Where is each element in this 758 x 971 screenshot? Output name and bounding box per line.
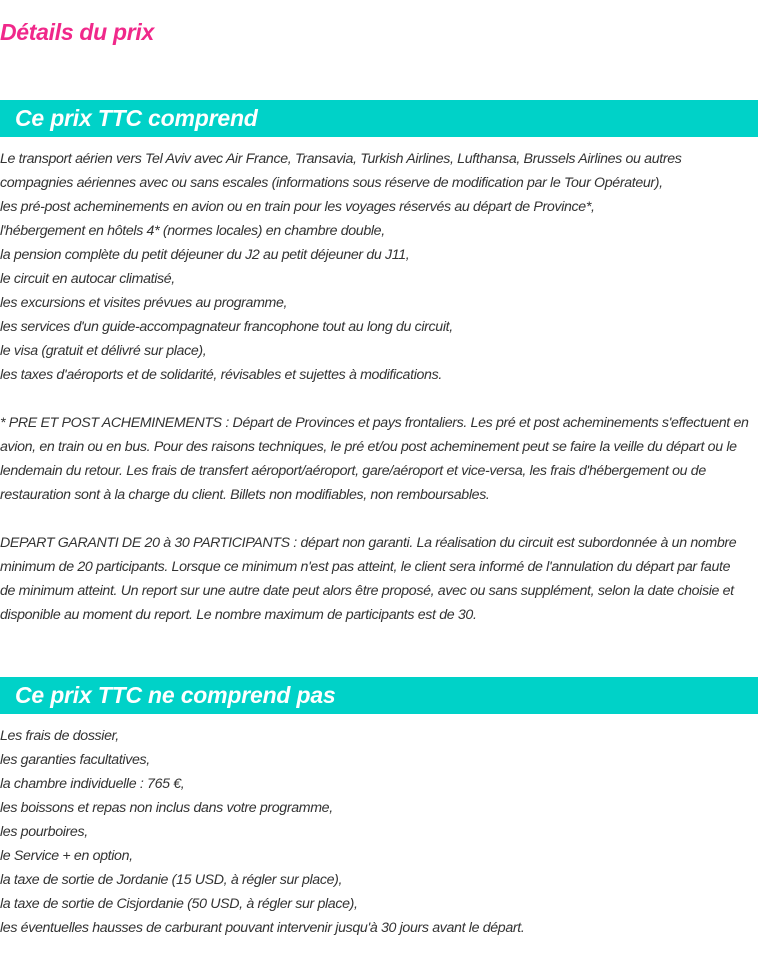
section-heading-excluded: Ce prix TTC ne comprend pas: [15, 682, 336, 708]
list-item: la chambre individuelle : 765 €,: [0, 776, 185, 792]
list-item: l'hébergement en hôtels 4* (normes locales) en chambre double,: [0, 223, 385, 239]
excluded-list: [0, 724, 758, 940]
section-heading-included: Ce prix TTC comprend: [15, 105, 258, 131]
section-header-excluded: [0, 677, 758, 714]
note-depart-garanti: [0, 531, 740, 627]
note-pre-post-acheminements: [0, 411, 756, 507]
list-item: Le transport aérien vers Tel Aviv avec Air France, Transavia, Turkish Airlines, Lufthansa, Brussels Airlines ou autres: [0, 151, 682, 167]
list-item: les boissons et repas non inclus dans votre programme,: [0, 800, 333, 816]
list-item: Les frais de dossier,: [0, 728, 119, 744]
list-item: les garanties facultatives,: [0, 752, 150, 768]
section-header-included: [0, 100, 758, 137]
note-depart-text: DEPART GARANTI DE 20 à 30 PARTICIPANTS : départ non garanti. La réalisation du circuit est subordonnée à un nombre minimum de 20 participants. Lorsque ce minimum n'est pas atteint, le client sera informé de l'annulation du départ par faute de minimum atteint. Un report sur une autre date peut alors être proposé, avec ou sans supplément, selon la date choisie et disponible au moment du report. Le nombre maximum de participants est de 30.: [0, 535, 737, 623]
list-item: les excursions et visites prévues au programme,: [0, 295, 288, 311]
page-title: Détails du prix: [0, 19, 154, 45]
list-item: le Service + en option,: [0, 848, 133, 864]
list-item: la taxe de sortie de Cisjordanie (50 USD, à régler sur place),: [0, 896, 358, 912]
list-item: le visa (gratuit et délivré sur place),: [0, 343, 207, 359]
list-item: les services d'un guide-accompagnateur francophone tout au long du circuit,: [0, 319, 453, 335]
list-item: la taxe de sortie de Jordanie (15 USD, à régler sur place),: [0, 872, 343, 888]
list-item: les pré-post acheminements en avion ou en train pour les voyages réservés au départ de Province*,: [0, 199, 595, 215]
list-item: le circuit en autocar climatisé,: [0, 271, 175, 287]
list-item: compagnies aériennes avec ou sans escales (informations sous réserve de modification par le Tour Opérateur),: [0, 175, 663, 191]
included-list: [0, 147, 758, 387]
list-item: les pourboires,: [0, 824, 88, 840]
list-item: la pension complète du petit déjeuner du J2 au petit déjeuner du J11,: [0, 247, 410, 263]
note-pre-post-text: * PRE ET POST ACHEMINEMENTS : Départ de Provinces et pays frontaliers. Les pré et post acheminements s'effectuent en avion, en train ou en bus. Pour des raisons techniques, le pré et/ou post acheminement peut se faire la veille du départ ou le lendemain du retour. Les frais de transfert aéroport/aéroport, gare/aéroport et vice-versa, les frais d'hébergement ou de restauration sont à la charge du client. Billets non modifiables, non remboursables.: [0, 415, 749, 503]
list-item: les taxes d'aéroports et de solidarité, révisables et sujettes à modifications.: [0, 367, 442, 383]
list-item: les éventuelles hausses de carburant pouvant intervenir jusqu'à 30 jours avant le départ.: [0, 920, 525, 936]
